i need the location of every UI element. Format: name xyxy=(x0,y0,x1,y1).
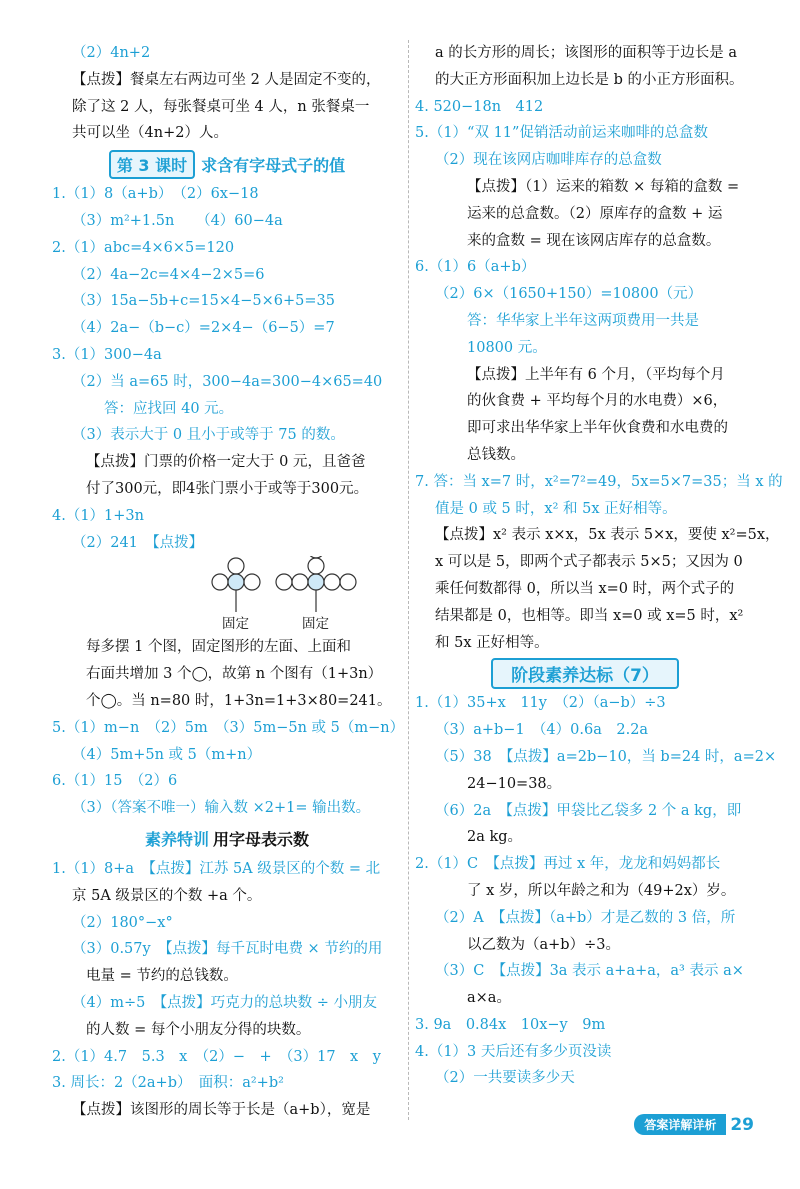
circle xyxy=(276,574,292,590)
answer-line: （2）4n+2 xyxy=(72,45,151,61)
section-title: 用字母表示数 xyxy=(213,830,310,850)
answer-line: （6）2a 【点拨】甲袋比乙袋多 2 个 a kg，即 xyxy=(435,802,742,819)
answer-line: （3）表示大于 0 且小于或等于 75 的数。 xyxy=(72,427,345,444)
answer-line: （2）6×（1650+150）=10800（元） xyxy=(435,286,703,303)
left-column xyxy=(52,40,405,1124)
answer-line: 10800 元。 xyxy=(467,339,547,356)
answer-line: （2）180°−x° xyxy=(72,914,173,931)
answer-line: （4）5m+5n 或 5（m+n） xyxy=(72,746,262,763)
answer-line: 1.（1）8+a 【点拨】江苏 5A 级景区的个数 = 北 xyxy=(52,860,381,877)
hint-line: 总钱数。 xyxy=(467,446,525,463)
circle-pattern-figure xyxy=(52,556,402,634)
section-heading-lesson3 xyxy=(52,147,402,181)
section-heading-training xyxy=(52,822,402,856)
answer-line: （2）4a−2c=4×4−2×5=6 xyxy=(72,266,265,283)
hint-line: 右面共增加 3 个◯，故第 n 个图有（1+3n） xyxy=(86,666,383,683)
circle-fixed xyxy=(228,574,244,590)
circle xyxy=(340,574,356,590)
answer-line: 2.（1）C 【点拨】再过 x 年，龙龙和妈妈都长 xyxy=(415,856,721,873)
hint-line: 2a kg。 xyxy=(467,829,523,846)
answer-line: 2.（1）abc=4×6×5=120 xyxy=(52,239,235,256)
answer-line: （4）2a−（b−c）=2×4−（6−5）=7 xyxy=(72,320,335,337)
answer-line: （3）m²+1.5n （4）60−4a xyxy=(72,212,283,229)
hint-line: 来的盒数 = 现在该网店库存的总盒数。 xyxy=(467,232,721,249)
hint-line: 【点拨】x² 表示 x×x，5x 表示 5×x，要使 x²=5x， xyxy=(435,527,780,544)
answer-line: 3. 9a 0.84x 10x−y 9m xyxy=(415,1016,606,1033)
hint-line: 【点拨】（1）运来的箱数 × 每箱的盒数 = xyxy=(467,178,740,195)
fixed-label: 固定 xyxy=(222,616,249,633)
page-footer xyxy=(634,1114,754,1135)
page-number: 29 xyxy=(730,1114,754,1135)
answer-line: 3. 周长：2（2a+b） 面积：a²+b² xyxy=(52,1075,284,1092)
circle xyxy=(244,574,260,590)
answer-line: 4.（1）1+3n xyxy=(52,507,144,524)
answer-line: （3）15a−5b+c=15×4−5×6+5=35 xyxy=(72,293,335,310)
answer-line: （2）一共要读多少天 xyxy=(435,1070,575,1087)
answer-line: （5）38 【点拨】a=2b−10，当 b=24 时，a=2× xyxy=(435,748,777,765)
answer-line: 5.（1）“双 11”促销活动前运来咖啡的总盒数 xyxy=(415,125,708,142)
hint-line: x 可以是 5，即两个式子都表示 5×5；又因为 0 xyxy=(435,554,743,571)
answer-line: 答：华华家上半年这两项费用一共是 xyxy=(467,312,699,329)
hint-line: 以乙数为（a+b）÷3。 xyxy=(467,936,620,953)
section-heading-stage xyxy=(415,656,755,690)
circle xyxy=(324,574,340,590)
answer-line: （3）a+b−1 （4）0.6a 2.2a xyxy=(435,722,649,739)
hint-line: 京 5A 级景区的个数 +a 个。 xyxy=(72,887,262,904)
hint-line: 【点拨】门票的价格一定大于 0 元，且爸爸 xyxy=(86,454,366,471)
answer-line: 值是 0 或 5 时，x² 和 5x 正好相等。 xyxy=(435,500,677,517)
hint-line: a 的长方形的周长；该图形的面积等于边长是 a xyxy=(435,45,738,61)
circle xyxy=(212,574,228,590)
circle xyxy=(292,574,308,590)
hint-line: 了 x 岁，所以年龄之和为（49+2x）岁。 xyxy=(467,882,736,899)
hint-line: 付了300元，即4张门票小于或等于300元。 xyxy=(86,480,369,497)
answer-line: （3）C 【点拨】3a 表示 a+a+a，a³ 表示 a× xyxy=(435,963,744,980)
hint-line: 的大正方形面积加上边长是 b 的小正方形面积。 xyxy=(435,71,744,88)
hint-line: 即可求出华华家上半年伙食费和水电费的 xyxy=(467,420,728,437)
circle xyxy=(228,558,244,574)
section-title: 阶段素养达标（7） xyxy=(491,658,679,689)
section-title: 求含有字母式子的值 xyxy=(201,155,346,175)
answer-line: （4）m÷5 【点拨】巧克力的总块数 ÷ 小朋友 xyxy=(72,994,377,1011)
hint-line: 【点拨】该图形的周长等于长是（a+b），宽是 xyxy=(72,1102,371,1119)
hint-line: 的人数 = 每个小朋友分得的块数。 xyxy=(86,1021,311,1038)
answer-line: （2）现在该网店咖啡库存的总盒数 xyxy=(435,152,662,169)
answer-line: （3）0.57y 【点拨】每千瓦时电费 × 节约的用 xyxy=(72,941,383,958)
answer-line: 1.（1）35+x 11y （2）（a−b）÷3 xyxy=(415,695,666,712)
answer-line: 7. 答：当 x=7 时，x²=7²=49，5x=5×7=35；当 x 的 xyxy=(415,473,783,490)
hint-line: 和 5x 正好相等。 xyxy=(435,634,549,651)
answer-line: 4. 520−18n 412 xyxy=(415,98,544,115)
right-column xyxy=(415,40,783,1092)
hint-line: 个◯。当 n=80 时，1+3n=1+3×80=241。 xyxy=(86,692,392,709)
circle xyxy=(308,556,324,558)
answer-line: （2）241 【点拨】 xyxy=(72,534,204,551)
hint-line: a×a。 xyxy=(467,990,511,1007)
hint-line: 的伙食费 + 平均每个月的水电费）×6， xyxy=(467,393,728,410)
hint-line: 共可以坐（4n+2）人。 xyxy=(72,125,228,142)
hint-line: 电量 = 节约的总钱数。 xyxy=(86,968,238,985)
hint-line: 除了这 2 人，每张餐桌可坐 4 人，n 张餐桌一 xyxy=(72,98,370,115)
hint-line: 乘任何数都得 0，所以当 x=0 时，两个式子的 xyxy=(435,580,735,597)
hint-line: 24−10=38。 xyxy=(467,775,562,792)
answer-line: 2.（1）4.7 5.3 x （2）− + （3）17 x y xyxy=(52,1048,381,1065)
answer-line: 5.（1）m−n （2）5m （3）5m−5n 或 5（m−n） xyxy=(52,719,405,736)
circle-fixed xyxy=(308,574,324,590)
answer-line: 6.（1）6（a+b） xyxy=(415,259,536,276)
lesson-badge: 第 3 课时 xyxy=(109,150,195,179)
hint-line: 运来的总盒数。（2）原库存的盒数 + 运 xyxy=(467,205,723,222)
answer-line: 1.（1）8（a+b） （2）6x−18 xyxy=(52,186,259,203)
training-label: 素养特训 xyxy=(144,830,209,850)
hint-line: 结果都是 0，也相等。即当 x=0 或 x=5 时，x² xyxy=(435,607,744,624)
hint-line: 【点拨】餐桌左右两边可坐 2 人是固定不变的， xyxy=(72,71,381,88)
answer-line: 答：应找回 40 元。 xyxy=(104,400,234,417)
answer-line: （2）A 【点拨】（a+b）才是乙数的 3 倍，所 xyxy=(435,909,736,926)
answer-line: 4.（1）3 天后还有多少页没读 xyxy=(415,1043,612,1060)
footer-label: 答案详解详析 xyxy=(634,1114,726,1135)
circle xyxy=(308,558,324,574)
column-divider xyxy=(408,40,409,1120)
answer-line: （2）当 a=65 时，300−4a=300−4×65=40 xyxy=(72,373,383,390)
answer-line: 6.（1）15 （2）6 xyxy=(52,773,178,790)
hint-line: 每多摆 1 个图，固定图形的左面、上面和 xyxy=(86,639,351,656)
hint-line: 【点拨】上半年有 6 个月，（平均每个月 xyxy=(467,366,725,383)
fixed-label: 固定 xyxy=(302,616,329,633)
answer-line: （3）（答案不唯一）输入数 ×2+1= 输出数。 xyxy=(72,800,371,817)
answer-line: 3.（1）300−4a xyxy=(52,346,162,363)
